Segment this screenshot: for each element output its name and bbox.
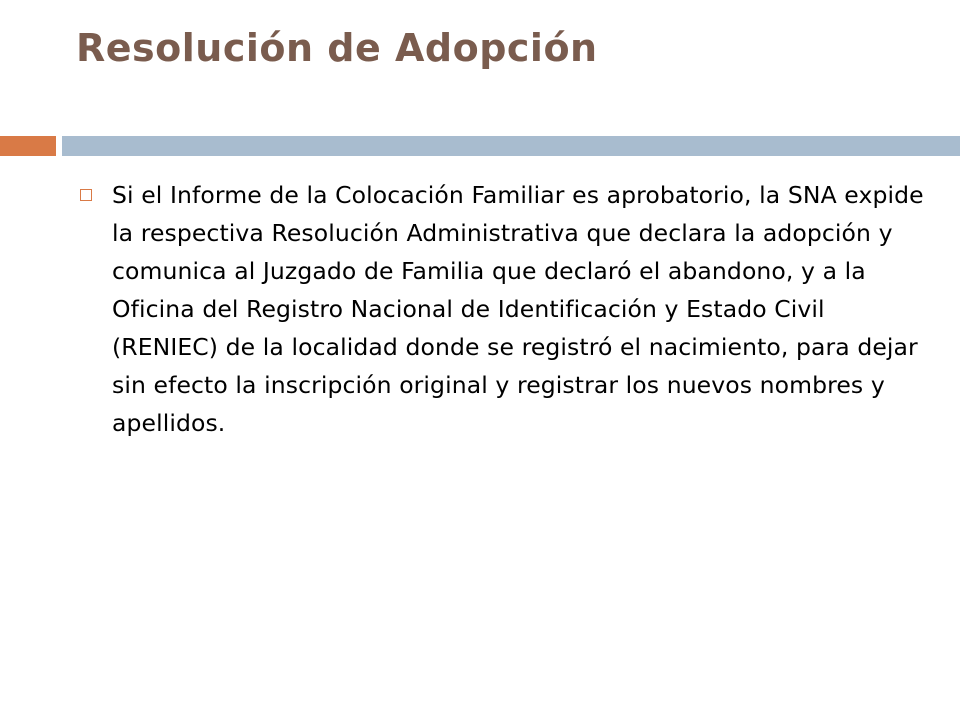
bullet-text: Si el Informe de la Colocación Familiar es aprobatorio, la SNA expide la respectiva Resolución Administrativa que declara la adopción y comunica al Juzgado de Familia que declaró el abandono, y a la Oficina del Registro Nacional de Identificación y Estado Civil (RENIEC) de la localidad donde se registró el nacimiento, para dejar sin efecto la inscripción original y registrar los nuevos nombres y apellidos.: [112, 181, 924, 437]
divider-bar: [62, 136, 960, 156]
square-bullet-icon: [80, 189, 92, 201]
slide-content: [80, 176, 930, 442]
slide-title: Resolución de Adopción: [76, 26, 598, 70]
accent-bar: [0, 136, 56, 156]
bullet-item: [80, 176, 930, 442]
